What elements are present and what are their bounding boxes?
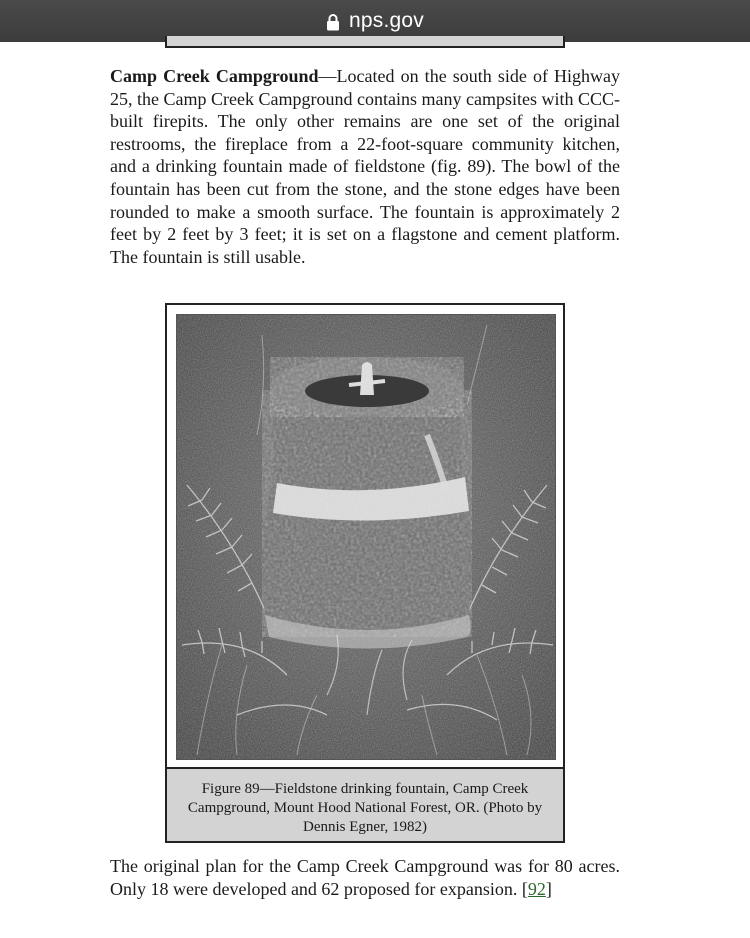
paragraph-camp-creek	[110, 65, 620, 268]
previous-figure-caption-edge	[165, 36, 565, 48]
figure-caption-text: Figure 89—Fieldstone drinking fountain, Camp Creek Campground, Mount Hood National Forest, OR. (Photo by Dennis Egner, 1982)	[187, 781, 543, 835]
footnote-bracket-open: [	[521, 878, 528, 899]
figure-caption	[167, 767, 563, 841]
paragraph-original-plan	[110, 855, 620, 900]
url-domain: nps.gov	[349, 9, 424, 32]
footnote-bracket-close: ]	[545, 878, 552, 899]
paragraph-body: The original plan for the Camp Creek Campground was for 80 acres. Only 18 were developed and 62 proposed for expansion.	[110, 856, 620, 899]
lock-icon	[326, 13, 340, 31]
footnote-link-92[interactable]: 92	[527, 878, 546, 899]
fountain-photo	[176, 314, 556, 760]
paragraph-heading: Camp Creek Campground	[110, 66, 319, 86]
fountain-photo-image	[177, 315, 555, 759]
paragraph-body: —Located on the south side of Highway 25, the Camp Creek Campground contains many campsites with CCC-built firepits. The only other remains are one set of the original restrooms, the fireplace from a 22-foot-square community kitchen, and a drinking fountain made of fieldstone (fig. 89). The bowl of the fountain has been cut from the stone, and the stone edges have been rounded to make a smooth surface. The fountain is approximately 2 feet by 2 feet by 3 feet; it is set on a flagstone and cement platform. The fountain is still usable.	[110, 66, 621, 267]
figure-89	[165, 303, 565, 843]
